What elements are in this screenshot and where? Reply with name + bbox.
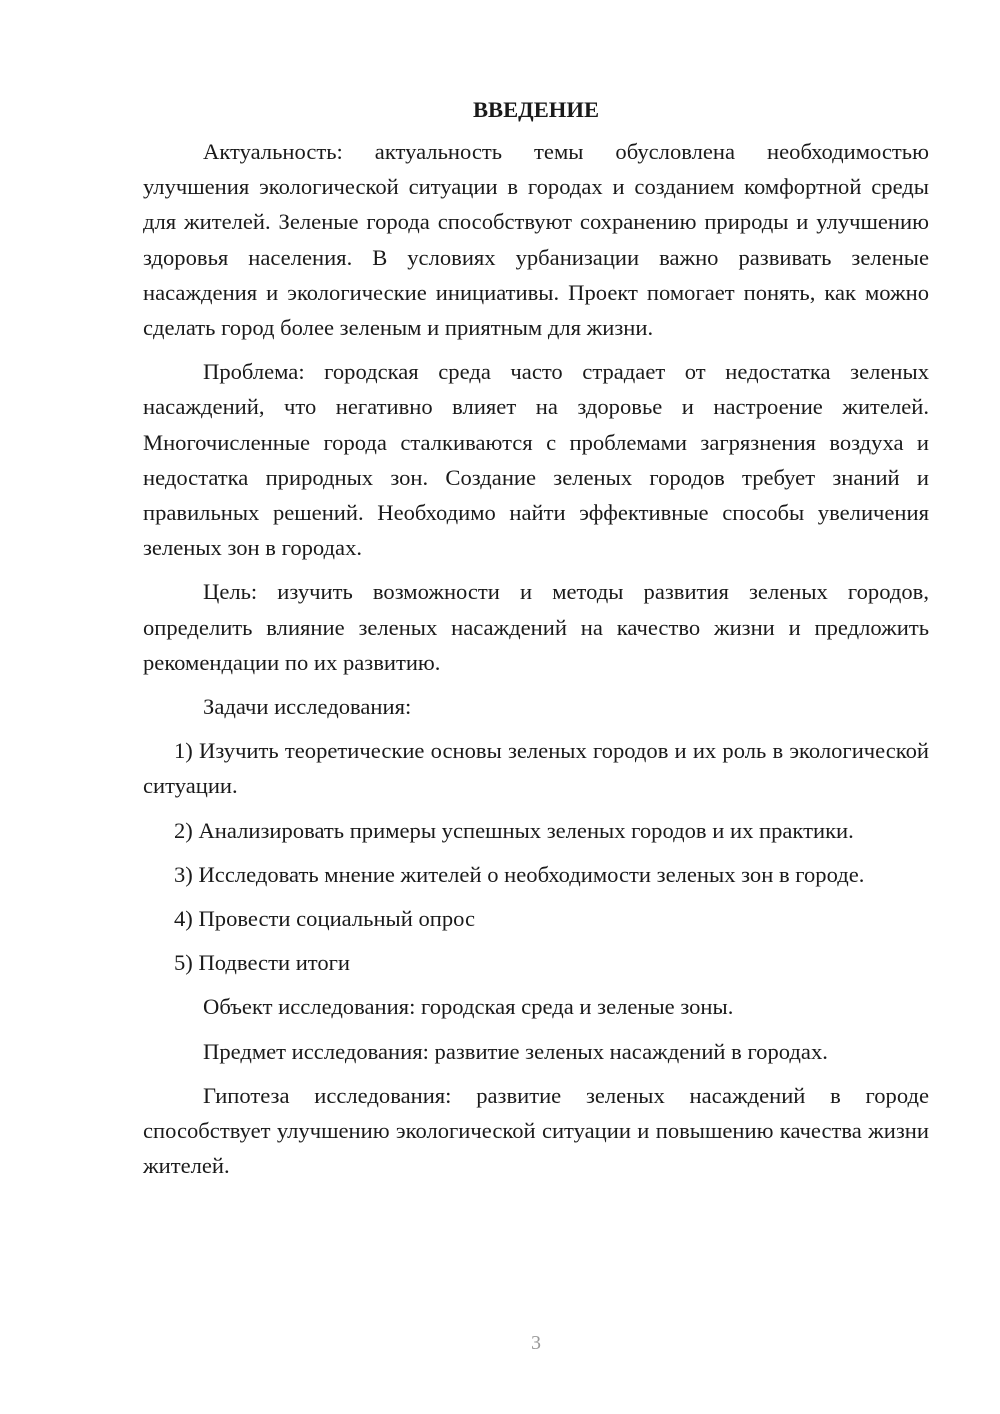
research-hypothesis: Гипотеза исследования: развитие зеленых насаждений в городе способствует улучшению экологической ситуации и повышению качества жизни жителей. — [143, 1082, 929, 1179]
page-number: 3 — [531, 1332, 541, 1354]
tasks-title: Задачи исследования: — [203, 694, 412, 720]
relevance-paragraph: Актуальность: актуальность темы обусловлена необходимостью улучшения экологической ситуации в городах и созданием комфортной среды для жителей. Зеленые города способствуют сохранению природы и улучшению здоровья населения. В условиях урбанизации важно развивать зеленые насаждения и экологические инициативы. Проект помогает понять, как можно сделать город более зеленым и приятным для жизни. — [143, 139, 929, 341]
research-subject: Предмет исследования: развитие зеленых насаждений в городах. — [203, 1038, 828, 1064]
goal-paragraph: Цель: изучить возможности и методы развития зеленых городов, определить влияние зеленых насаждений на качество жизни и предложить рекомендации по их развитию. — [143, 579, 929, 675]
problem-paragraph: Проблема: городская среда часто страдает от недостатка зеленых насаждений, что негативно влияет на здоровье и настроение жителей. Многочисленные города сталкиваются с проблемами загрязнения воздуха и недостатка природных зон. Создание зеленых городов требует знаний и правильных решений. Необходимо найти эффективные способы увеличения зеленых зон в городах. — [143, 359, 929, 561]
task-item: 3) Исследовать мнение жителей о необходимости зеленых зон в городе. — [174, 861, 865, 887]
section-heading: ВВЕДЕНИЕ — [472, 97, 600, 122]
task-item: 1) Изучить теоретические основы зеленых городов и их роль в экологической ситуации. — [143, 738, 929, 799]
task-item: 2) Анализировать примеры успешных зеленых городов и их практики. — [174, 817, 854, 843]
tasks-list — [143, 733, 929, 980]
task-item: 5) Подвести итоги — [174, 950, 351, 976]
task-item: 4) Провести социальный опрос — [174, 906, 476, 932]
research-object: Объект исследования: городская среда и зеленые зоны. — [203, 994, 734, 1020]
document-page — [143, 90, 929, 1192]
